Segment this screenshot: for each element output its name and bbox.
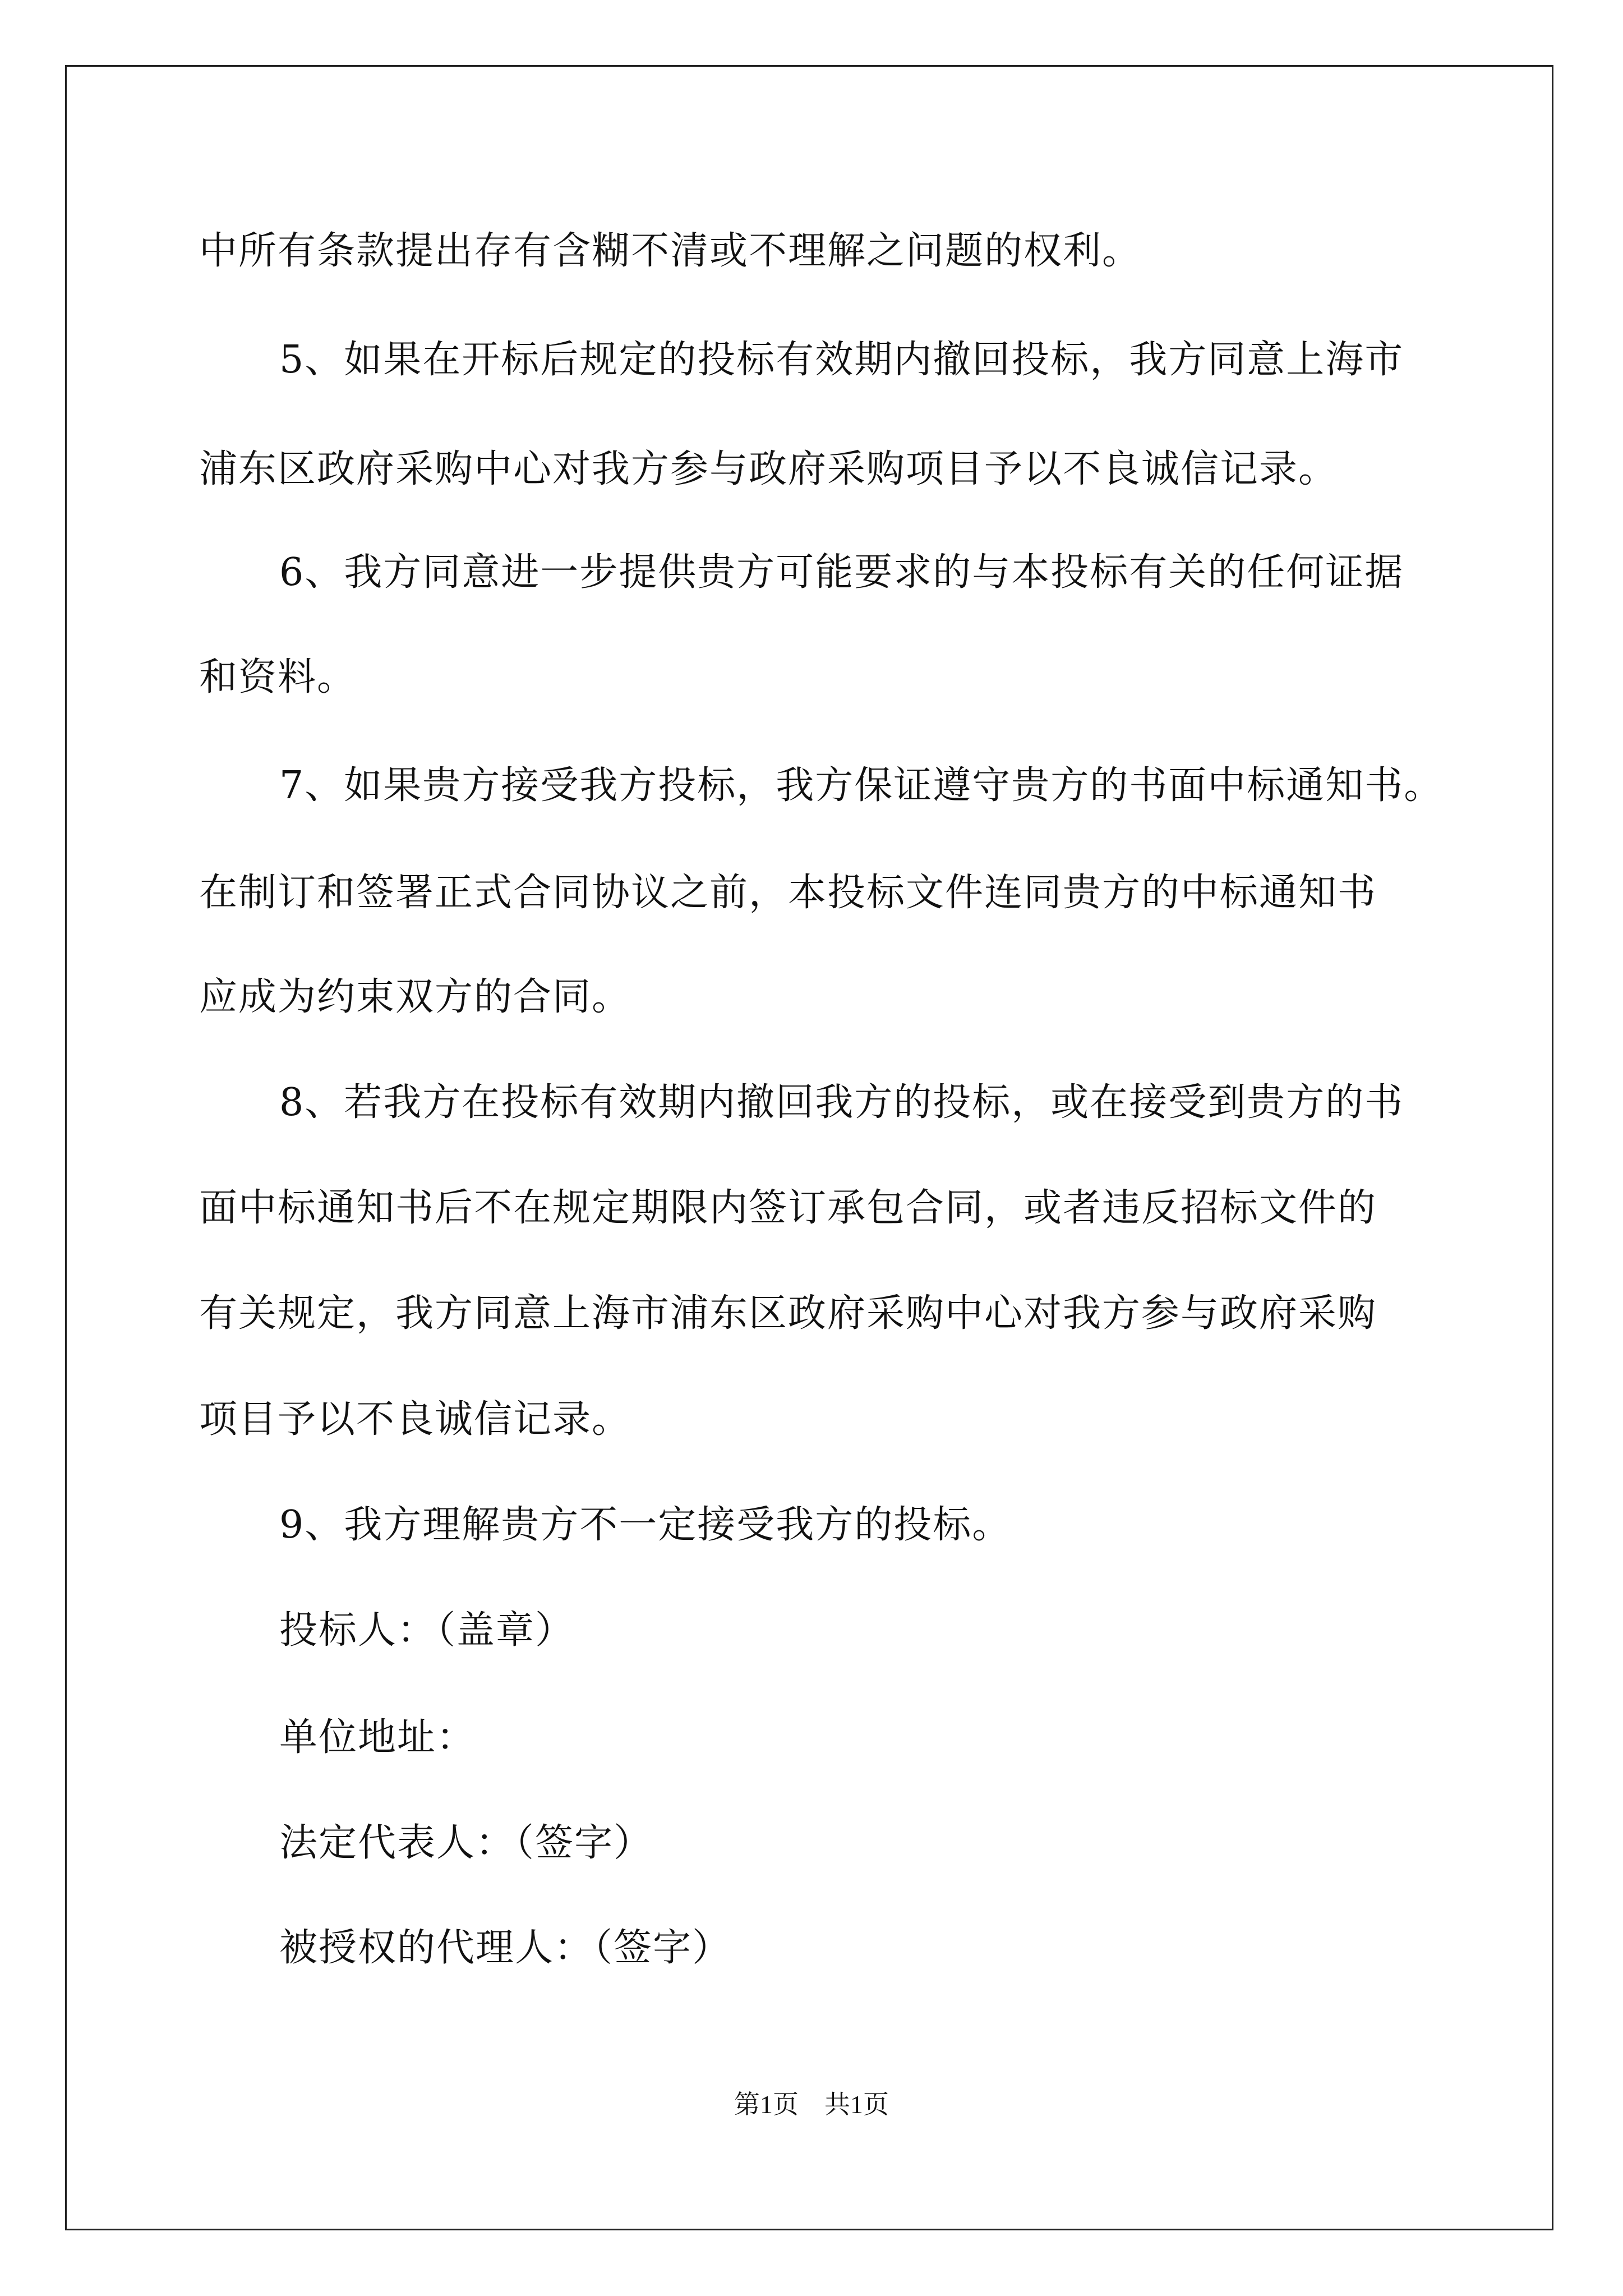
paragraph-7-line-2: 在制订和签署正式合同协议之前，本投标文件连同贵方的中标通知书 — [199, 871, 1377, 915]
legal-rep-line: 法定代表人：（签字） — [279, 1821, 653, 1865]
paragraph-6-line-1: 6、我方同意进一步提供贵方可能要求的与本投标有关的任何证据 — [279, 550, 1404, 595]
paragraph-8-line-2: 面中标通知书后不在规定期限内签订承包合同，或者违反招标文件的 — [199, 1186, 1377, 1230]
bidder-seal-line: 投标人：（盖章） — [279, 1608, 575, 1653]
paragraph-7-line-3: 应成为约束双方的合同。 — [199, 975, 631, 1019]
paragraph-6-line-2: 和资料。 — [199, 655, 357, 700]
agent-line: 被授权的代理人：（签字） — [279, 1926, 732, 1970]
address-line: 单位地址： — [279, 1715, 476, 1760]
page-number: 第1页 — [734, 2090, 799, 2119]
text-line: 中所有条款提出存有含糊不清或不理解之问题的权利。 — [199, 229, 1142, 273]
page-footer — [0, 2089, 1623, 2120]
paragraph-5-line-1: 5、如果在开标后规定的投标有效期内撤回投标，我方同意上海市 — [279, 338, 1404, 382]
paragraph-9: 9、我方理解贵方不一定接受我方的投标。 — [279, 1503, 1012, 1547]
paragraph-7-line-1: 7、如果贵方接受我方投标，我方保证遵守贵方的书面中标通知书。 — [279, 763, 1444, 808]
page-border — [65, 65, 1553, 2230]
paragraph-8-line-3: 有关规定，我方同意上海市浦东区政府采购中心对我方参与政府采购 — [199, 1291, 1377, 1336]
paragraph-8-line-4: 项目予以不良诚信记录。 — [199, 1397, 631, 1442]
page-total: 共1页 — [824, 2090, 889, 2119]
paragraph-5-line-2: 浦东区政府采购中心对我方参与政府采购项目予以不良诚信记录。 — [199, 447, 1338, 491]
paragraph-8-line-1: 8、若我方在投标有效期内撤回我方的投标，或在接受到贵方的书 — [279, 1080, 1404, 1125]
